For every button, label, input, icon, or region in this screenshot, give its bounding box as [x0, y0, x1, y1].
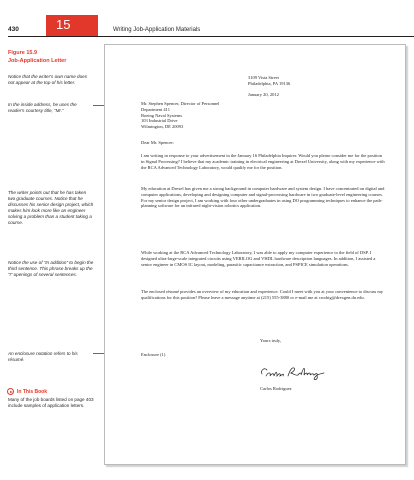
letter-date: January 20, 2012 — [248, 91, 279, 97]
inside-address — [141, 101, 219, 130]
letter-paragraph-4: The enclosed résumé provides an overview of my education and experience. Could I meet with you at your convenience to discuss my qualifications for this position? Please leave a message anytime at (215) 555-3880 or e-mail me at crodrig@drexgen.du.edu. — [141, 289, 384, 300]
letter-paragraph-2: My education at Drexel has given me a strong background in computer hardware and system design. I have concentrated on digital and computer applications, developing and designing computer and signal-processing hardware in two graduate-level engineering courses. For my senior design project, I am working with four other undergraduates in using DO programming techniques to enhance the path-planning software for an infrared night-vision robotics application. — [141, 186, 385, 209]
margin-note-enclosure: An enclosure notation refers to his résumé. — [8, 351, 78, 363]
figure-label: Figure 15.9 — [8, 50, 38, 56]
closing: Yours truly, — [260, 338, 282, 343]
running-head: Writing Job-Application Materials — [113, 27, 201, 33]
in-this-book-heading: In This Book — [17, 389, 47, 395]
margin-note-in-addition: Notice the use of “In addition” to begin the third sentence. This phrase breaks up the “I” openings of several sentences. — [8, 260, 94, 278]
inside-address-line: 103 Industrial Drive — [141, 118, 178, 124]
salutation: Dear Mr. Spencer: — [141, 140, 175, 145]
return-address-city: Philadelphia, PA 19136 — [248, 80, 291, 86]
enclosure-notation: Enclosure (1) — [141, 352, 166, 357]
inside-address-line: Wilmington, DE 20093 — [141, 124, 184, 130]
inside-address-line: Department 411 — [141, 106, 170, 112]
page-number: 430 — [8, 26, 19, 33]
inside-address-line: Mr. Stephen Spencer, Director of Personnel — [141, 101, 220, 106]
letter-paragraph-3: While working at the RCA Advanced Technology Laboratory, I was able to apply my computer experience to the field of DSP. I designed ultra-large-scale integrated circuits using VERILOG and VHDL hardware description languages. In addition, I assisted a senior engineer in CMOS IC layout, modeling, parasitic capacitance extraction, and PSPICE simulation operations. — [141, 250, 376, 267]
margin-note-courtesy-title: In the inside address, he uses the reader's courtesy title, “Mr.” — [8, 102, 77, 114]
handwritten-signature — [258, 362, 328, 382]
typed-name: Carlos Rodriguez — [260, 386, 292, 391]
letter-paragraph-1: I am writing in response to your advertisement in the January 16 Philadelphia Inquirer. Would you please consider me for the position in Signal Processing? I believe that my academic training in electrical engineering at Drexel University, along with my experience with the RCA Advanced Technology Laboratory, would qualify me for the position. — [141, 153, 385, 170]
return-address — [248, 75, 290, 97]
inside-address-line: Boeing Naval Systems — [141, 112, 182, 118]
arrow-icon — [7, 388, 14, 395]
margin-note-graduate-courses: The writer points out that he has taken two graduate courses. Notice that he discusses his senior design project, which makes him look more like an engineer solving a problem than a student taking a course. — [8, 190, 94, 226]
margin-note-name: Notice that the writer's own name does not appear at the top of his letter. — [8, 74, 88, 86]
return-address-street: 3109 Vista Street — [248, 75, 279, 80]
figure-caption — [8, 50, 66, 65]
header-rule — [8, 36, 414, 37]
in-this-book-text: Many of the job boards listed on page 403 include samples of application letters. — [8, 397, 94, 409]
figure-title: Job-Application Letter — [8, 57, 67, 64]
chapter-tab: 15 — [46, 15, 98, 37]
